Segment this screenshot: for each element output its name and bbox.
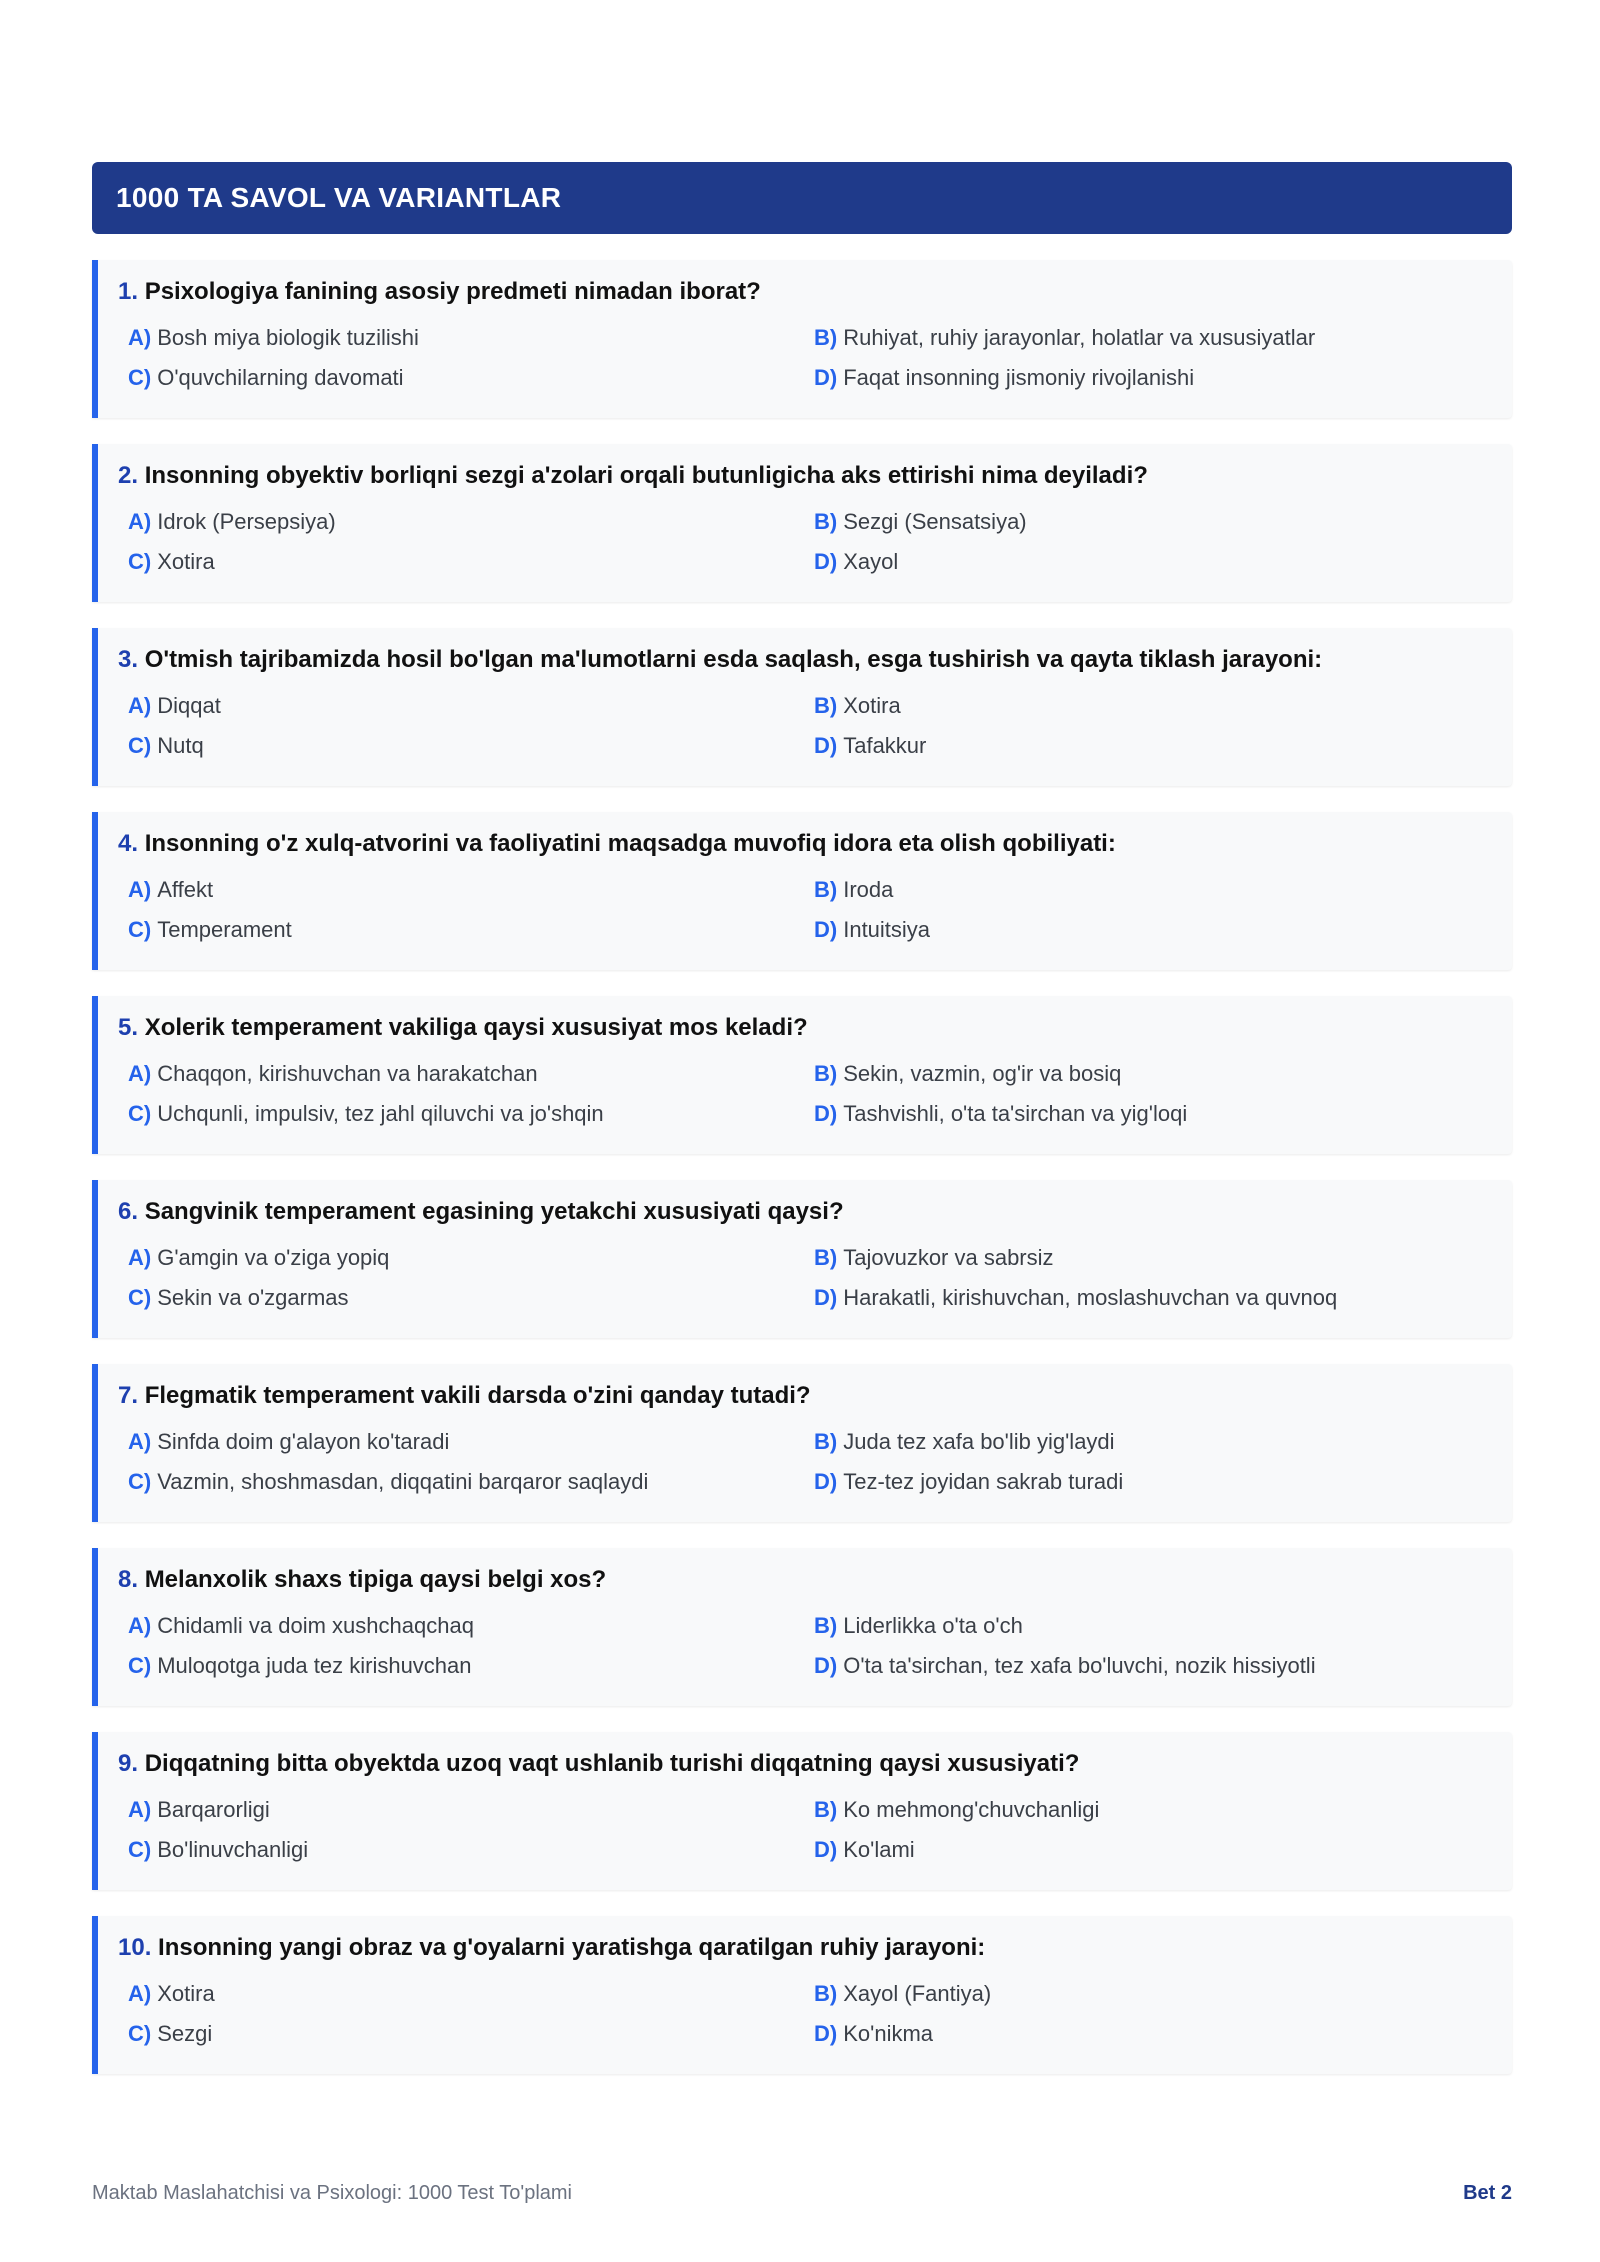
option-text: Sezgi (Sensatsiya) bbox=[843, 509, 1027, 534]
option-letter: D) bbox=[814, 1653, 838, 1678]
option-text: Sekin va o'zgarmas bbox=[157, 1285, 349, 1310]
option-a[interactable] bbox=[128, 1610, 814, 1642]
question-text: O'tmish tajribamizda hosil bo'lgan ma'lumotlarni esda saqlash, esga tushirish va qayta tiklash jarayoni: bbox=[144, 646, 1323, 673]
option-b[interactable] bbox=[814, 690, 1500, 722]
question-number: 10. bbox=[118, 1934, 152, 1961]
option-letter: C) bbox=[128, 1285, 152, 1310]
question-number: 5. bbox=[118, 1014, 139, 1041]
option-letter: C) bbox=[128, 365, 152, 390]
option-text: G'amgin va o'ziga yopiq bbox=[157, 1245, 390, 1270]
option-c[interactable] bbox=[128, 1834, 814, 1866]
question-card bbox=[92, 1732, 1512, 1890]
option-c[interactable] bbox=[128, 362, 814, 394]
option-text: Affekt bbox=[157, 877, 214, 902]
question-text: Sangvinik temperament egasining yetakchi xususiyati qaysi? bbox=[144, 1198, 844, 1225]
question-card bbox=[92, 1548, 1512, 1706]
option-letter: D) bbox=[814, 2021, 838, 2046]
option-letter: B) bbox=[814, 1797, 838, 1822]
question-title bbox=[118, 1932, 1492, 1964]
question-number: 7. bbox=[118, 1382, 139, 1409]
answer-options bbox=[118, 874, 1492, 946]
option-letter: C) bbox=[128, 1653, 152, 1678]
option-text: Sezgi bbox=[157, 2021, 213, 2046]
option-d[interactable] bbox=[814, 546, 1500, 578]
option-d[interactable] bbox=[814, 730, 1500, 762]
option-c[interactable] bbox=[128, 1466, 814, 1498]
option-letter: A) bbox=[128, 325, 152, 350]
option-text: Faqat insonning jismoniy rivojlanishi bbox=[843, 365, 1195, 390]
question-card bbox=[92, 1364, 1512, 1522]
question-title bbox=[118, 1564, 1492, 1596]
option-d[interactable] bbox=[814, 2018, 1500, 2050]
option-letter: B) bbox=[814, 509, 838, 534]
answer-options bbox=[118, 1058, 1492, 1130]
footer-document-title: Maktab Maslahatchisi va Psixologi: 1000 Test To'plami bbox=[92, 2182, 572, 2204]
option-text: Ko'nikma bbox=[843, 2021, 934, 2046]
question-text: Xolerik temperament vakiliga qaysi xususiyat mos keladi? bbox=[144, 1014, 808, 1041]
option-letter: A) bbox=[128, 1981, 152, 2006]
question-title bbox=[118, 1012, 1492, 1044]
option-letter: A) bbox=[128, 1245, 152, 1270]
option-a[interactable] bbox=[128, 1794, 814, 1826]
option-d[interactable] bbox=[814, 1098, 1500, 1130]
option-text: Intuitsiya bbox=[843, 917, 931, 942]
option-text: Muloqotga juda tez kirishuvchan bbox=[157, 1653, 472, 1678]
question-text: Diqqatning bitta obyektda uzoq vaqt ushlanib turishi diqqatning qaysi xususiyati? bbox=[144, 1750, 1080, 1777]
option-letter: B) bbox=[814, 1613, 838, 1638]
option-text: Sekin, vazmin, og'ir va bosiq bbox=[843, 1061, 1122, 1086]
option-text: O'quvchilarning davomati bbox=[157, 365, 404, 390]
question-number: 3. bbox=[118, 646, 139, 673]
option-b[interactable] bbox=[814, 506, 1500, 538]
option-b[interactable] bbox=[814, 1978, 1500, 2010]
option-text: Temperament bbox=[157, 917, 292, 942]
option-text: Diqqat bbox=[157, 693, 221, 718]
option-text: Xayol (Fantiya) bbox=[843, 1981, 992, 2006]
option-b[interactable] bbox=[814, 1242, 1500, 1274]
option-letter: C) bbox=[128, 1837, 152, 1862]
question-card bbox=[92, 444, 1512, 602]
option-letter: B) bbox=[814, 1245, 838, 1270]
option-text: Uchqunli, impulsiv, tez jahl qiluvchi va jo'shqin bbox=[157, 1101, 604, 1126]
test-page bbox=[92, 162, 1512, 2100]
option-letter: C) bbox=[128, 1101, 152, 1126]
question-text: Insonning yangi obraz va g'oyalarni yaratishga qaratilgan ruhiy jarayoni: bbox=[158, 1934, 986, 1961]
option-text: Xotira bbox=[843, 693, 901, 718]
question-number: 4. bbox=[118, 830, 139, 857]
option-text: Tafakkur bbox=[843, 733, 927, 758]
question-title bbox=[118, 828, 1492, 860]
option-letter: D) bbox=[814, 1285, 838, 1310]
option-letter: C) bbox=[128, 733, 152, 758]
option-a[interactable] bbox=[128, 322, 814, 354]
answer-options bbox=[118, 322, 1492, 394]
option-letter: B) bbox=[814, 1061, 838, 1086]
answer-options bbox=[118, 1978, 1492, 2050]
option-text: Ruhiyat, ruhiy jarayonlar, holatlar va xususiyatlar bbox=[843, 325, 1316, 350]
question-card bbox=[92, 628, 1512, 786]
question-title bbox=[118, 1748, 1492, 1780]
question-number: 6. bbox=[118, 1198, 139, 1225]
option-letter: C) bbox=[128, 917, 152, 942]
option-letter: A) bbox=[128, 509, 152, 534]
option-text: Chidamli va doim xushchaqchaq bbox=[157, 1613, 474, 1638]
option-a[interactable] bbox=[128, 1978, 814, 2010]
question-number: 1. bbox=[118, 278, 139, 305]
option-c[interactable] bbox=[128, 730, 814, 762]
option-letter: D) bbox=[814, 733, 838, 758]
question-text: Insonning o'z xulq-atvorini va faoliyatini maqsadga muvofiq idora eta olish qobiliyati: bbox=[144, 830, 1116, 857]
option-letter: D) bbox=[814, 1469, 838, 1494]
option-text: O'ta ta'sirchan, tez xafa bo'luvchi, nozik hissiyotli bbox=[843, 1653, 1316, 1678]
question-card bbox=[92, 1916, 1512, 2074]
option-c[interactable] bbox=[128, 914, 814, 946]
option-letter: A) bbox=[128, 877, 152, 902]
option-letter: D) bbox=[814, 1837, 838, 1862]
option-c[interactable] bbox=[128, 546, 814, 578]
option-text: Bo'linuvchanligi bbox=[157, 1837, 309, 1862]
option-text: Harakatli, kirishuvchan, moslashuvchan va quvnoq bbox=[843, 1285, 1338, 1310]
question-list bbox=[92, 260, 1512, 2074]
option-text: Ko mehmong'chuvchanligi bbox=[843, 1797, 1100, 1822]
question-title bbox=[118, 1380, 1492, 1412]
option-c[interactable] bbox=[128, 2018, 814, 2050]
option-a[interactable] bbox=[128, 506, 814, 538]
question-card bbox=[92, 260, 1512, 418]
option-text: Nutq bbox=[157, 733, 204, 758]
option-text: Xayol bbox=[843, 549, 899, 574]
option-b[interactable] bbox=[814, 874, 1500, 906]
option-c[interactable] bbox=[128, 1650, 814, 1682]
question-title bbox=[118, 460, 1492, 492]
option-d[interactable] bbox=[814, 1282, 1500, 1314]
option-text: Iroda bbox=[843, 877, 894, 902]
option-text: Liderlikka o'ta o'ch bbox=[843, 1613, 1023, 1638]
option-letter: C) bbox=[128, 1469, 152, 1494]
option-a[interactable] bbox=[128, 690, 814, 722]
question-number: 9. bbox=[118, 1750, 139, 1777]
option-letter: B) bbox=[814, 1429, 838, 1454]
answer-options bbox=[118, 1610, 1492, 1682]
option-letter: C) bbox=[128, 2021, 152, 2046]
option-letter: D) bbox=[814, 365, 838, 390]
option-d[interactable] bbox=[814, 1650, 1500, 1682]
option-letter: D) bbox=[814, 1101, 838, 1126]
answer-options bbox=[118, 690, 1492, 762]
option-letter: B) bbox=[814, 693, 838, 718]
answer-options bbox=[118, 1794, 1492, 1866]
option-a[interactable] bbox=[128, 1426, 814, 1458]
option-d[interactable] bbox=[814, 914, 1500, 946]
option-text: Tashvishli, o'ta ta'sirchan va yig'loqi bbox=[843, 1101, 1188, 1126]
option-b[interactable] bbox=[814, 322, 1500, 354]
question-text: Insonning obyektiv borliqni sezgi a'zolari orqali butunligicha aks ettirishi nima deyiladi? bbox=[144, 462, 1148, 489]
option-text: Chaqqon, kirishuvchan va harakatchan bbox=[157, 1061, 538, 1086]
option-text: Idrok (Persepsiya) bbox=[157, 509, 336, 534]
option-b[interactable] bbox=[814, 1426, 1500, 1458]
option-letter: B) bbox=[814, 325, 838, 350]
question-number: 8. bbox=[118, 1566, 139, 1593]
section-header bbox=[92, 162, 1512, 234]
option-d[interactable] bbox=[814, 362, 1500, 394]
question-title bbox=[118, 644, 1492, 676]
question-title bbox=[118, 1196, 1492, 1228]
option-d[interactable] bbox=[814, 1834, 1500, 1866]
question-number: 2. bbox=[118, 462, 139, 489]
option-text: Tajovuzkor va sabrsiz bbox=[843, 1245, 1054, 1270]
option-letter: B) bbox=[814, 877, 838, 902]
option-a[interactable] bbox=[128, 1058, 814, 1090]
answer-options bbox=[118, 1242, 1492, 1314]
option-letter: D) bbox=[814, 549, 838, 574]
option-a[interactable] bbox=[128, 874, 814, 906]
option-a[interactable] bbox=[128, 1242, 814, 1274]
option-text: Xotira bbox=[157, 1981, 215, 2006]
option-text: Barqarorligi bbox=[157, 1797, 270, 1822]
option-text: Vazmin, shoshmasdan, diqqatini barqaror saqlaydi bbox=[157, 1469, 649, 1494]
option-text: Xotira bbox=[157, 549, 215, 574]
option-d[interactable] bbox=[814, 1466, 1500, 1498]
question-text: Flegmatik temperament vakili darsda o'zini qanday tutadi? bbox=[144, 1382, 811, 1409]
question-card bbox=[92, 812, 1512, 970]
option-letter: A) bbox=[128, 693, 152, 718]
option-text: Sinfda doim g'alayon ko'taradi bbox=[157, 1429, 450, 1454]
option-letter: D) bbox=[814, 917, 838, 942]
option-text: Bosh miya biologik tuzilishi bbox=[157, 325, 419, 350]
page-number: Bet 2 bbox=[1463, 2182, 1512, 2204]
option-b[interactable] bbox=[814, 1794, 1500, 1826]
option-c[interactable] bbox=[128, 1282, 814, 1314]
option-letter: A) bbox=[128, 1613, 152, 1638]
answer-options bbox=[118, 1426, 1492, 1498]
option-letter: A) bbox=[128, 1429, 152, 1454]
option-text: Ko'lami bbox=[843, 1837, 915, 1862]
question-title bbox=[118, 276, 1492, 308]
option-c[interactable] bbox=[128, 1098, 814, 1130]
option-letter: A) bbox=[128, 1797, 152, 1822]
option-text: Tez-tez joyidan sakrab turadi bbox=[843, 1469, 1124, 1494]
answer-options bbox=[118, 506, 1492, 578]
page-footer bbox=[92, 2182, 1512, 2205]
question-card bbox=[92, 1180, 1512, 1338]
question-text: Melanxolik shaxs tipiga qaysi belgi xos? bbox=[144, 1566, 607, 1593]
question-card bbox=[92, 996, 1512, 1154]
question-text: Psixologiya fanining asosiy predmeti nimadan iborat? bbox=[144, 278, 761, 305]
option-letter: C) bbox=[128, 549, 152, 574]
option-b[interactable] bbox=[814, 1058, 1500, 1090]
option-text: Juda tez xafa bo'lib yig'laydi bbox=[843, 1429, 1115, 1454]
option-b[interactable] bbox=[814, 1610, 1500, 1642]
option-letter: B) bbox=[814, 1981, 838, 2006]
option-letter: A) bbox=[128, 1061, 152, 1086]
section-title: 1000 TA SAVOL VA VARIANTLAR bbox=[116, 182, 562, 213]
